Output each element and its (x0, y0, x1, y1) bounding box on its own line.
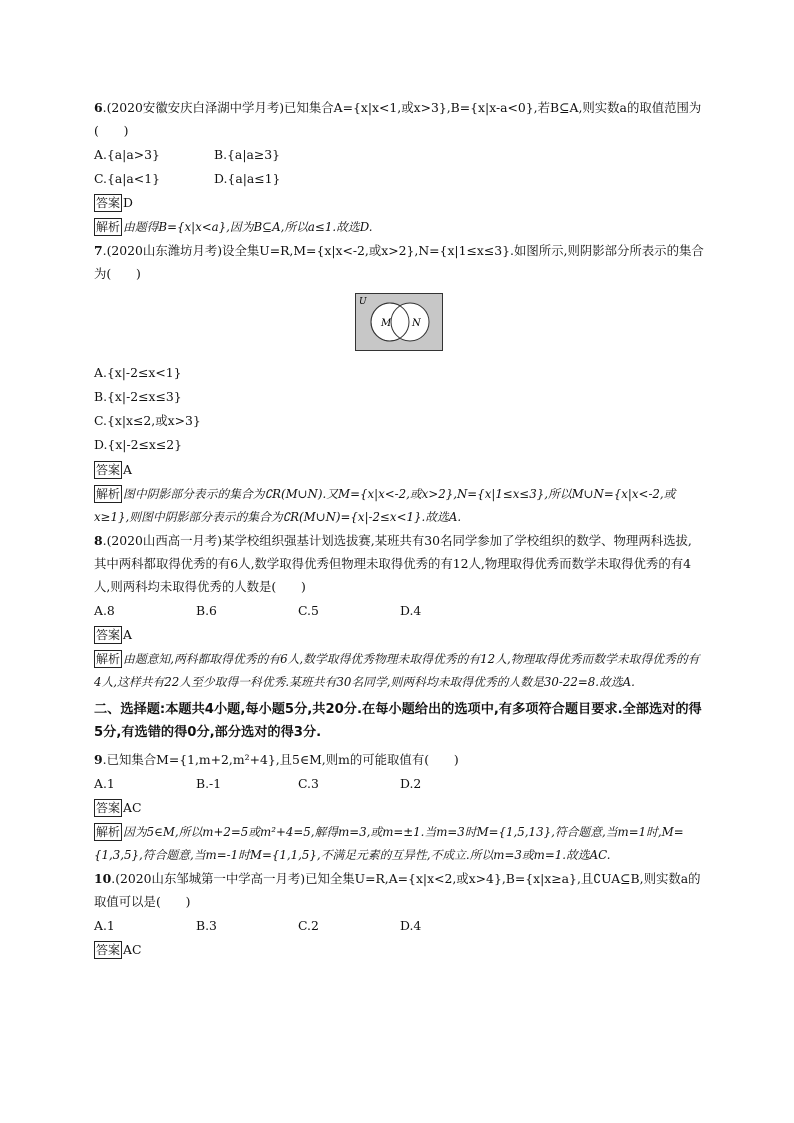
answer-tag: 答案 (96, 196, 121, 210)
question-text: .(2020山东邹城第一中学高一月考)已知全集U=R,A={x|x<2,或x>4},B={x|x≥a},且∁UA⊆B,则实数a的取值可以是( ) (94, 871, 701, 909)
question-number: 9 (94, 752, 103, 767)
option-d: D.{a|a≤1} (214, 170, 281, 186)
options-row (94, 913, 704, 937)
explanation-text: 图中阴影部分表示的集合为∁R(M∪N).又M={x|x<-2,或x>2},N={x|1≤x≤3},所以M∪N={x|x<-2,或x≥1},则图中阴影部分表示的集合为∁R(M∪N)={x|-2≤x<1}.故选A. (94, 487, 676, 524)
explanation-tag: 解析 (96, 652, 121, 666)
option-a: A.{x|-2≤x<1} (94, 365, 182, 380)
option-a: A.1 (94, 917, 115, 933)
option-b: B.-1 (196, 775, 222, 791)
answer-value: D (123, 195, 133, 210)
option-c: C.{x|x≤2,或x>3} (94, 413, 201, 428)
explanation-text: 由题意知,两科都取得优秀的有6人,数学取得优秀物理未取得优秀的有12人,物理取得优秀而数学未取得优秀的有4人,这样共有22人至少取得一科优秀.某班共有30名同学,则两科均未取得优秀的人数是30-22=8.故选A. (94, 652, 700, 689)
answer-line (94, 797, 704, 819)
question-number: 8 (94, 533, 103, 548)
answer-tag: 答案 (96, 463, 121, 477)
question-number: 10 (94, 871, 112, 886)
option-d: D.2 (400, 775, 422, 791)
options-row (94, 166, 704, 190)
answer-tag: 答案 (96, 801, 121, 815)
question-stem (94, 96, 704, 142)
options-row (94, 771, 704, 795)
option-c: C.2 (298, 917, 319, 933)
option-b: B.{x|-2≤x≤3} (94, 389, 182, 404)
venn-svg (355, 293, 443, 351)
explanation-text: 因为5∈M,所以m+2=5或m²+4=5,解得m=3,或m=±1.当m=3时M={1,5,13},符合题意,当m=1时,M={1,3,5},符合题意,当m=-1时M={1,1,5},不满足元素的互异性,不成立.所以m=3或m=1.故选AC. (94, 825, 684, 862)
question-8 (94, 529, 704, 694)
option-b: B.3 (196, 917, 217, 933)
option-c: C.3 (298, 775, 319, 791)
explanation-tag: 解析 (96, 825, 121, 839)
option-c: C.5 (298, 602, 319, 618)
answer-line (94, 624, 704, 646)
document-content (94, 96, 704, 961)
option-a: A.{a|a>3} (94, 146, 160, 162)
answer-value: A (123, 627, 132, 642)
answer-line (94, 939, 704, 961)
explanation (94, 821, 704, 867)
answer-line (94, 459, 704, 481)
explanation (94, 648, 704, 694)
answer-value: AC (123, 942, 142, 957)
question-stem (94, 867, 704, 913)
label-u: U (359, 297, 367, 307)
question-6 (94, 96, 704, 239)
answer-line (94, 192, 704, 214)
question-stem (94, 239, 704, 285)
answer-tag: 答案 (96, 943, 121, 957)
explanation (94, 483, 704, 529)
option-b: B.{a|a≥3} (214, 146, 281, 162)
question-text: .已知集合M={1,m+2,m²+4},且5∈M,则m的可能取值有( ) (102, 752, 459, 767)
answer-value: A (123, 462, 132, 477)
option-b: B.6 (196, 602, 217, 618)
answer-tag: 答案 (96, 628, 121, 642)
venn-diagram (94, 293, 704, 351)
label-m: M (381, 318, 392, 329)
options-row (94, 142, 704, 166)
explanation-tag: 解析 (96, 487, 121, 501)
option-a: A.8 (94, 602, 115, 618)
question-text: .(2020安徽安庆白泽湖中学月考)已知集合A={x|x<1,或x>3},B={x|x-a<0},若B⊆A,则实数a的取值范围为( ) (94, 100, 702, 138)
option-a: A.1 (94, 775, 115, 791)
explanation-tag: 解析 (96, 220, 121, 234)
explanation (94, 216, 704, 239)
section-heading: 二、选择题:本题共4小题,每小题5分,共20分.在每小题给出的选项中,有多项符合题目要求.全部选对的得5分,有选错的得0分,部分选对的得3分. (94, 702, 702, 740)
question-stem (94, 748, 704, 771)
option-d: D.{x|-2≤x≤2} (94, 437, 183, 452)
question-7 (94, 239, 704, 529)
option-d: D.4 (400, 602, 422, 618)
question-10 (94, 867, 704, 961)
question-number: 7 (94, 243, 103, 258)
question-text: .(2020山东潍坊月考)设全集U=R,M={x|x<-2,或x>2},N={x|1≤x≤3}.如图所示,则阴影部分所表示的集合为( ) (94, 243, 704, 281)
option-c: C.{a|a<1} (94, 170, 160, 186)
options-row (94, 598, 704, 622)
question-number: 6 (94, 100, 103, 115)
question-9 (94, 748, 704, 867)
answer-value: AC (123, 800, 142, 815)
option-d: D.4 (400, 917, 422, 933)
question-stem (94, 529, 704, 598)
label-n: N (412, 318, 421, 329)
set-n-circle (391, 303, 429, 341)
question-text: .(2020山西高一月考)某学校组织强基计划选拔赛,某班共有30名同学参加了学校组织的数学、物理两科选拔,其中两科都取得优秀的有6人,数学取得优秀但物理未取得优秀的有12人,物理取得优秀而数学未取得优秀的有4人,则两科均未取得优秀的人数是( ) (94, 533, 692, 594)
explanation-text: 由题得B={x|x<a},因为B⊆A,所以a≤1.故选D. (123, 220, 373, 234)
